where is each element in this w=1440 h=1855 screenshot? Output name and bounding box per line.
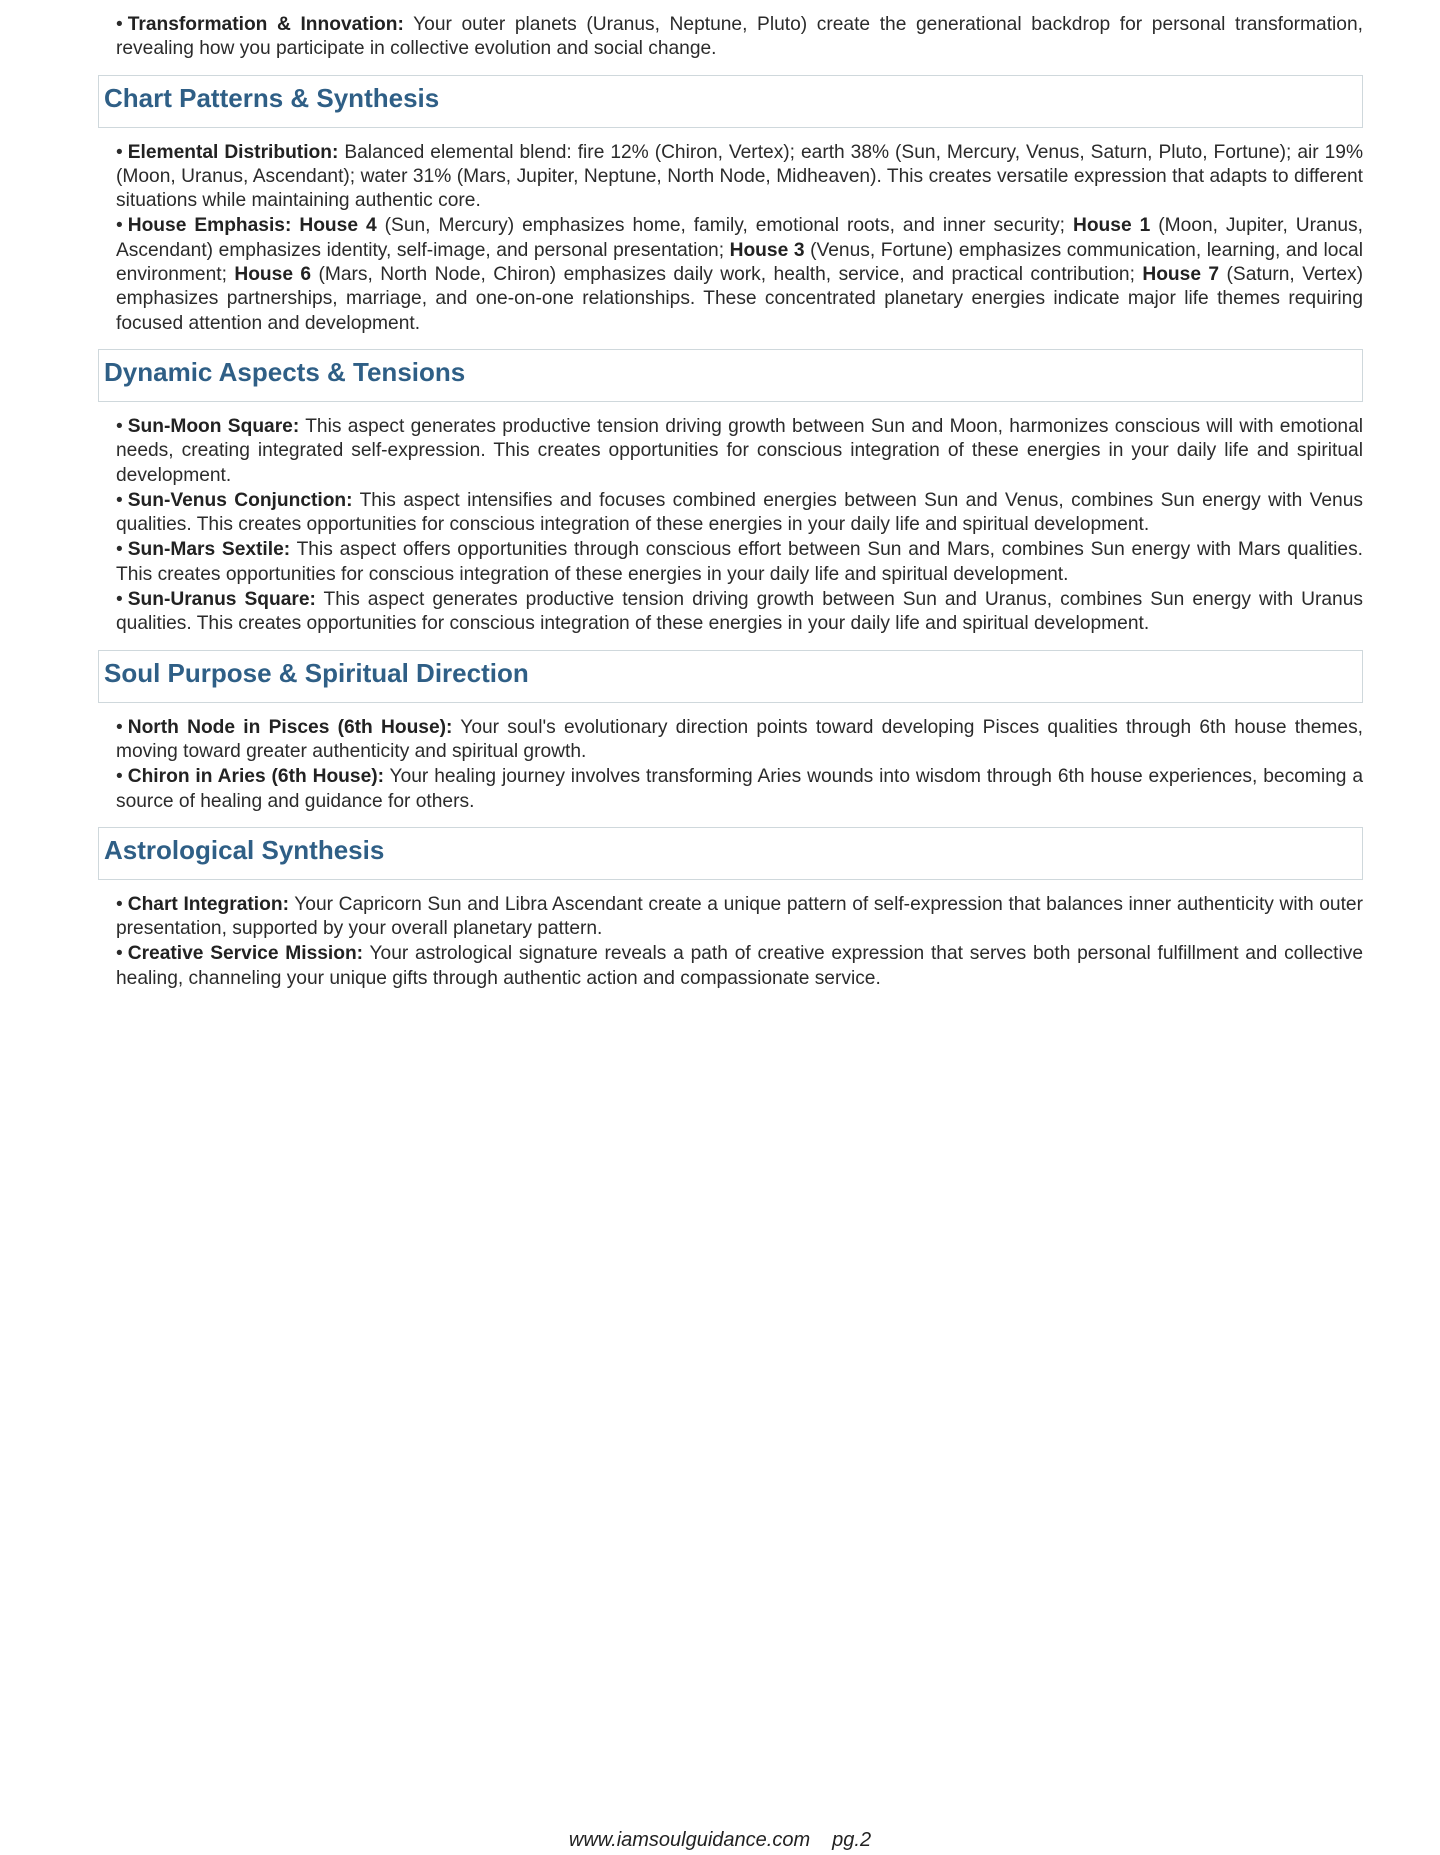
bullet-label: Transformation & Innovation: [127, 14, 404, 35]
bullet-elemental-distribution [116, 141, 1363, 214]
bullet-label: Chart Integration: [127, 893, 289, 915]
bullet-label: North Node in Pisces (6th House): [127, 716, 453, 738]
house-3-label: House 3 [729, 239, 805, 261]
bullet-label: Chiron in Aries (6th House): [127, 766, 385, 788]
bullet-label: Sun-Moon Square: [127, 415, 300, 437]
house-6-text: (Mars, North Node, Chiron) emphasizes daily work, health, service, and practical contribution; [311, 264, 1143, 286]
bullet-dot: • [116, 141, 123, 163]
bullet-text: Your healing journey involves transforming Aries wounds into wisdom through 6th house experiences, becoming a source of healing and guidance for others. [116, 766, 1363, 812]
bullet-label: Sun-Venus Conjunction: [127, 489, 353, 511]
bullet-dot: • [116, 716, 123, 738]
house-1-text: (Moon, Jupiter, Uranus, Ascendant) emphasizes identity, self-image, and personal presentation; [116, 215, 1363, 261]
bullet-dot: • [116, 766, 123, 788]
report-page [98, 13, 1363, 992]
house-7-label: House 7 [1142, 264, 1220, 286]
bullet-label: House Emphasis: [127, 215, 292, 237]
bullet-text: This aspect offers opportunities through conscious effort between Sun and Mars, combines Sun energy with Mars qualities. This creates opportunities for conscious integration of these energies in your daily life and spiritual development. [116, 539, 1363, 585]
section-title: Astrological Synthesis [104, 834, 385, 865]
bullet-dot: • [116, 539, 123, 561]
section-title: Soul Purpose & Spiritual Direction [104, 657, 529, 688]
bullet-dot: • [116, 589, 123, 611]
bullet-dot: • [116, 415, 123, 437]
bullet-text: Your outer planets (Uranus, Neptune, Pluto) create the generational backdrop for personal transformation, revealing how you participate in collective evolution and social change. [116, 14, 1363, 60]
bullet-sun-venus-conjunction [116, 489, 1363, 538]
bullet-house-emphasis [116, 214, 1363, 335]
section-title: Chart Patterns & Synthesis [104, 82, 440, 113]
bullet-chart-integration [116, 893, 1363, 942]
house-7-text: (Saturn, Vertex) emphasizes partnerships, marriage, and one-on-one relationships. These concentrated planetary energies indicate major life themes requiring focused attention and development. [116, 264, 1363, 334]
bullet-north-node [116, 716, 1363, 765]
bullet-text: This aspect generates productive tension driving growth between Sun and Moon, harmonizes conscious will with emotional needs, creating integrated self-expression. This creates opportunities for conscious integration of these energies in your daily life and spiritual development. [116, 415, 1363, 486]
bullet-dot: • [116, 489, 123, 511]
bullet-dot: • [116, 893, 123, 915]
bullet-dot: • [116, 943, 123, 965]
bullet-dot: • [116, 215, 123, 237]
bullet-dot: • [116, 14, 123, 35]
bullet-label: Sun-Uranus Square: [127, 589, 316, 611]
bullet-text: This aspect generates productive tension driving growth between Sun and Uranus, combines Sun energy with Uranus qualities. This creates opportunities for conscious integration of these energies in your daily life and spiritual development. [116, 589, 1363, 635]
bullet-text: Your soul's evolutionary direction points toward developing Pisces qualities through 6th house themes, moving toward greater authenticity and spiritual growth. [116, 716, 1363, 762]
bullet-creative-service-mission [116, 942, 1363, 991]
section-header-dynamic-aspects [98, 349, 1363, 402]
section-title: Dynamic Aspects & Tensions [104, 356, 466, 387]
bullet-sun-moon-square [116, 415, 1363, 488]
house-1-label: House 1 [1072, 215, 1151, 237]
house-3-text: (Venus, Fortune) emphasizes communication, learning, and local environment; [116, 239, 1363, 286]
bullet-text: Your Capricorn Sun and Libra Ascendant create a unique pattern of self-expression that balances inner authenticity with outer presentation, supported by your overall planetary pattern. [116, 893, 1363, 940]
house-4-text: (Sun, Mercury) emphasizes home, family, emotional roots, and inner security; [376, 215, 1073, 237]
section-header-soul-purpose [98, 650, 1363, 703]
house-4-label: House 4 [299, 215, 377, 237]
page-footer [0, 1829, 1440, 1852]
footer-website-link[interactable]: www.iamsoulguidance.com [568, 1829, 811, 1851]
bullet-transformation-innovation [116, 13, 1363, 62]
footer-page-number: pg.2 [832, 1829, 872, 1851]
bullet-text: Balanced elemental blend: fire 12% (Chiron, Vertex); earth 38% (Sun, Mercury, Venus, Saturn, Pluto, Fortune); air 19% (Moon, Uranus, Ascendant); water 31% (Mars, Jupiter, Neptune, North Node, Midheaven). This creates versatile expression that adapts to different situations while maintaining authentic core. [116, 141, 1364, 212]
bullet-chiron [116, 765, 1363, 814]
bullet-text: Your astrological signature reveals a path of creative expression that serves both personal fulfillment and collective healing, channeling your unique gifts through authentic action and compassionate service. [116, 943, 1363, 989]
bullet-label: Creative Service Mission: [127, 943, 364, 965]
house-6-label: House 6 [234, 264, 312, 286]
section-header-chart-patterns [98, 75, 1363, 128]
bullet-sun-uranus-square [116, 588, 1363, 637]
bullet-label: Elemental Distribution: [127, 141, 339, 163]
bullet-text: This aspect intensifies and focuses combined energies between Sun and Venus, combines Sun energy with Venus qualities. This creates opportunities for conscious integration of these energies in your daily life and spiritual development. [116, 489, 1363, 536]
section-header-synthesis [98, 827, 1363, 880]
bullet-label: Sun-Mars Sextile: [127, 539, 291, 561]
bullet-sun-mars-sextile [116, 538, 1363, 587]
